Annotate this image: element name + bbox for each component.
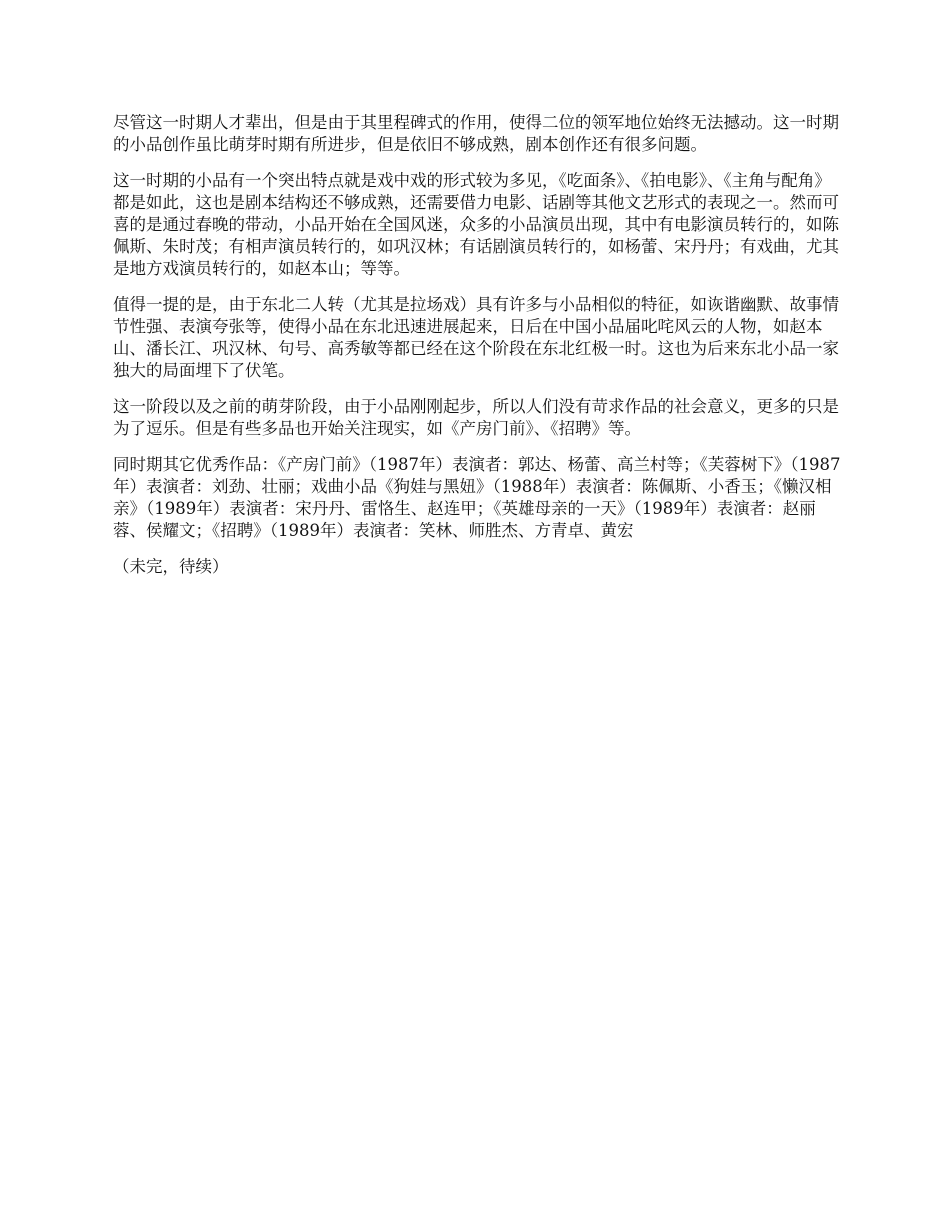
paragraph-5: 同时期其它优秀作品：《产房门前》（1987年）表演者：郭达、杨蕾、高兰村等；《芙蓉树下》（1987年）表演者：刘劲、壮丽；戏曲小品《狗娃与黑妞》（1988年）表演者：陈佩斯、小香玉；《懒汉相亲》（1989年）表演者：宋丹丹、雷恪生、赵连甲；《英雄母亲的一天》（1989年）表演者：赵丽蓉、侯耀文；《招聘》（1989年）表演者：笑林、师胜杰、方青卓、黄宏 — [113, 455, 841, 540]
paragraph-4: 这一阶段以及之前的萌芽阶段，由于小品刚刚起步，所以人们没有苛求作品的社会意义，更多的只是为了逗乐。但是有些多品也开始关注现实，如《产房门前》、《招聘》等。 — [113, 397, 839, 438]
paragraph-2: 这一时期的小品有一个突出特点就是戏中戏的形式较为多见，《吃面条》、《拍电影》、《主角与配角》都是如此，这也是剧本结构还不够成熟，还需要借力电影、话剧等其他文艺形式的表现之一。然而可喜的是通过春晚的带动，小品开始在全国风迷，众多的小品演员出现，其中有电影演员转行的，如陈佩斯、朱时茂；有相声演员转行的，如巩汉林；有话剧演员转行的，如杨蕾、宋丹丹；有戏曲，尤其是地方戏演员转行的，如赵本山；等等。 — [113, 171, 839, 278]
paragraph-6-to-be-continued: （未完，待续） — [113, 557, 229, 576]
paragraph-3: 值得一提的是，由于东北二人转（尤其是拉场戏）具有许多与小品相似的特征，如诙谐幽默、故事情节性强、表演夸张等，使得小品在东北迅速进展起来，日后在中国小品届叱咤风云的人物，如赵本山、潘长江、巩汉林、句号、高秀敏等都已经在这个阶段在东北红极一时。这也为后来东北小品一家独大的局面埋下了伏笔。 — [113, 295, 839, 380]
paragraph-1: 尽管这一时期人才辈出，但是由于其里程碑式的作用，使得二位的领军地位始终无法撼动。这一时期的小品创作虽比萌芽时期有所进步，但是依旧不够成熟，剧本创作还有很多问题。 — [113, 113, 839, 154]
document-body — [113, 112, 841, 592]
